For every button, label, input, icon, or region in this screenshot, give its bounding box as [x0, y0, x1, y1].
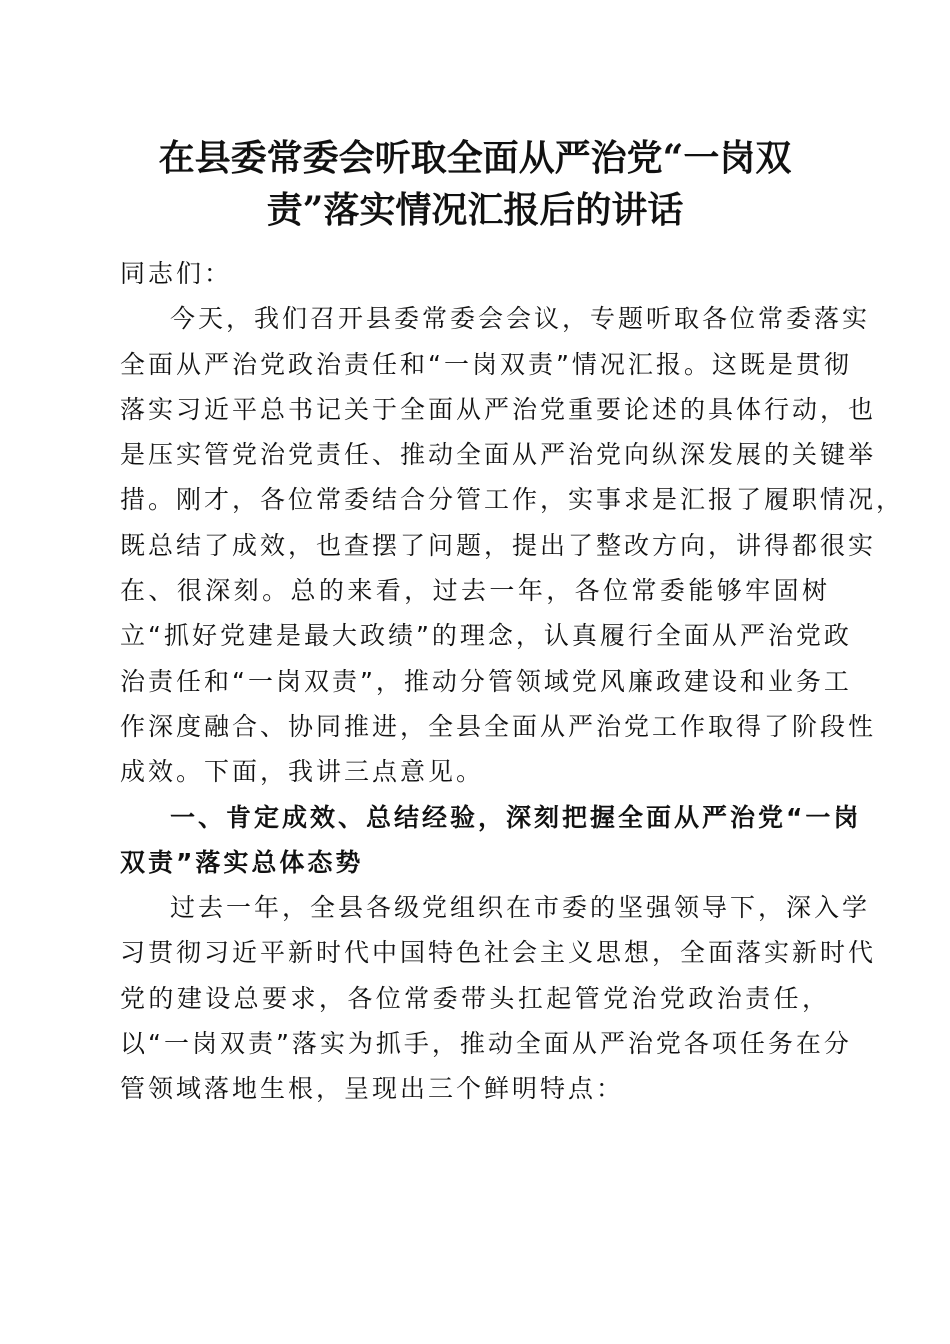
paragraph-line: 在、很深刻。总的来看，过去一年，各位常委能够牢固树: [120, 576, 830, 606]
document-body: [120, 251, 905, 1112]
paragraph-line: 成效。下面，我讲三点意见。: [120, 757, 485, 787]
paragraph-line: 是压实管党治党责任、推动全面从严治党向纵深发展的关键举: [120, 440, 877, 470]
paragraph-line: 既总结了成效，也查摆了问题，提出了整改方向，讲得都很实: [120, 530, 877, 560]
title-line: 在县委常委会听取全面从严治党“一岗双: [158, 137, 792, 179]
title-line: 责”落实情况汇报后的讲话: [266, 189, 684, 231]
paragraph-line: 立“抓好党建是最大政绩”的理念，认真履行全面从严治党政: [120, 621, 852, 651]
paragraph-intro: [120, 296, 905, 794]
salutation: 同志们：: [120, 259, 233, 288]
paragraph-line: 全面从严治党政治责任和“一岗双责”情况汇报。这既是贯彻: [120, 349, 852, 379]
paragraph-line: 管领域落地生根，呈现出三个鲜明特点：: [120, 1074, 625, 1104]
paragraph-line: 作深度融合、协同推进，全县全面从严治党工作取得了阶段性: [120, 711, 877, 741]
paragraph-line: 过去一年，全县各级党组织在市委的坚强领导下，深入学: [170, 893, 871, 923]
paragraph-section-1: [120, 885, 877, 1111]
paragraph-line: 治责任和“一岗双责”，推动分管领域党风廉政建设和业务工: [120, 666, 852, 696]
paragraph-line: 以“一岗双责”落实为抓手，推动全面从严治党各项任务在分: [120, 1029, 852, 1059]
paragraph-line: 落实习近平总书记关于全面从严治党重要论述的具体行动，也: [120, 394, 877, 424]
section-heading-1: [120, 795, 862, 886]
paragraph-line: 习贯彻习近平新时代中国特色社会主义思想，全面落实新时代: [120, 938, 877, 968]
heading-line: 双责”落实总体态势: [120, 847, 364, 877]
paragraph-line: 党的建设总要求，各位常委带头扛起管党治党政治责任，: [120, 983, 830, 1013]
document-title: [120, 132, 830, 236]
paragraph-line: 措。刚才，各位常委结合分管工作，实事求是汇报了履职情况，: [120, 485, 905, 515]
heading-line: 一、肯定成效、总结经验，深刻把握全面从严治党“一岗: [170, 802, 862, 832]
paragraph-line: 今天，我们召开县委常委会会议，专题听取各位常委落实: [170, 304, 871, 334]
